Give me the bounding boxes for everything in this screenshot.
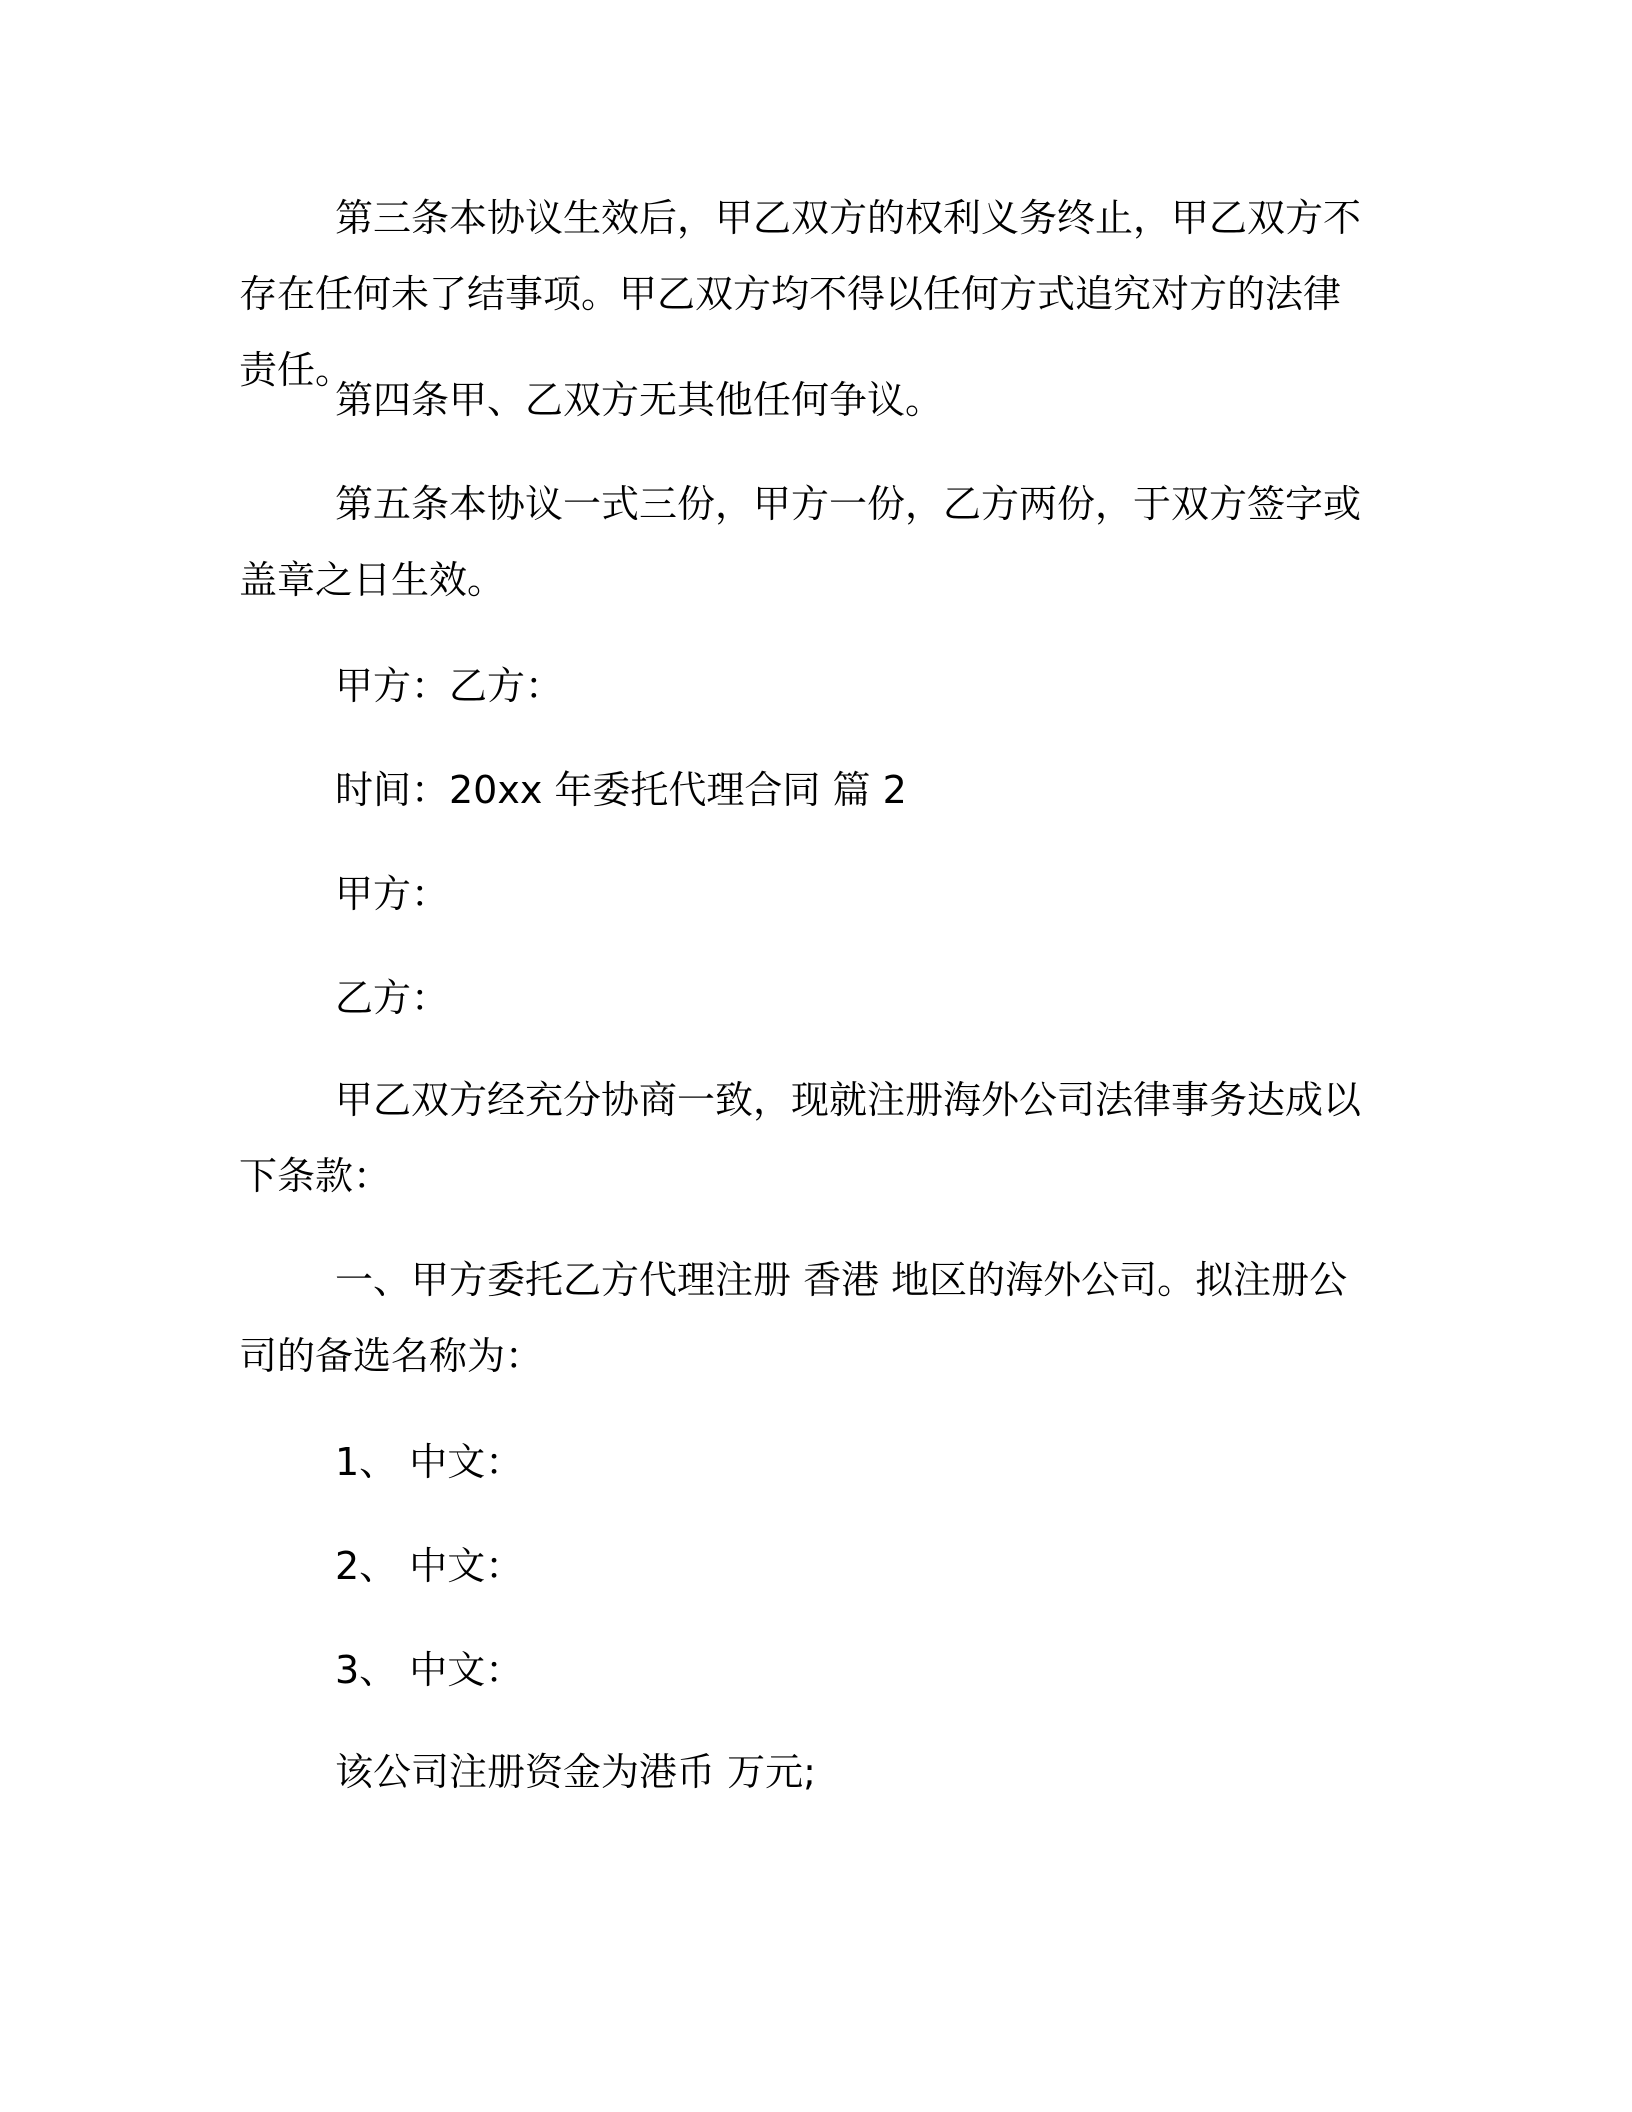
party-a-line: 甲方： [335,872,450,916]
item-1-paragraph: 一、甲方委托乙方代理注册 香港 地区的海外公司。拟注册公司的备选名称为： [239,1258,1348,1378]
agreement-intro-paragraph: 甲乙双方经充分协商一致，现就注册海外公司法律事务达成以下条款： [239,1078,1362,1198]
clause-4-paragraph: 第四条甲、乙双方无其他任何争议。 [335,378,944,422]
name-option-2: 2、 中文： [335,1544,524,1588]
signature-parties-line: 甲方：乙方： [335,664,564,708]
party-b-line: 乙方： [335,976,450,1020]
name-option-1: 1、 中文： [335,1440,524,1484]
clause-5-paragraph: 第五条本协议一式三份，甲方一份，乙方两份，于双方签字或盖章之日生效。 [239,482,1362,602]
clause-3-paragraph: 第三条本协议生效后，甲乙双方的权利义务终止，甲乙双方不存在任何未了结事项。甲乙双方均不得以任何方式追究对方的法律责任。 [239,196,1362,392]
registered-capital-line: 该公司注册资金为港币 万元; [335,1750,816,1794]
name-option-3: 3、 中文： [335,1648,524,1692]
date-title-line: 时间：20xx 年委托代理合同 篇 2 [335,768,907,812]
